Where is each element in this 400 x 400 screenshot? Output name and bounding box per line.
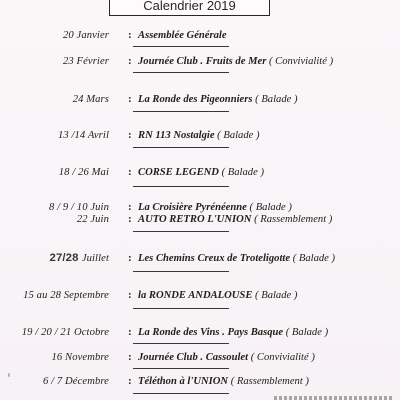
event-kind: ( Balade ) [217,130,260,141]
event-kind: ( Balade ) [292,253,336,264]
event-kind: ( Rassemblement ) [230,376,309,387]
event-name: la RONDE ANDALOUSE [138,290,253,301]
event-underline [133,46,229,47]
event-date: 23 Février [62,56,109,67]
event-colon: : [128,252,132,264]
event-description [138,202,292,213]
event-name: La Ronde des Pigeonniers [138,94,253,105]
event-date: 19 / 20 / 21 Octobre [21,327,109,338]
event-date: 16 Novembre [51,352,109,363]
event-name: CORSE LEGEND [138,167,219,178]
event-name: AUTO RETRO L'UNION [138,214,252,225]
event-colon: : [128,29,132,41]
event-underline [133,343,229,344]
event-kind: ( Convivialité ) [250,352,315,363]
event-kind: ( Balade ) [285,327,329,338]
event-date: 8 / 9 / 10 Juin [48,202,109,213]
event-description [138,167,264,178]
event-underline [133,72,229,73]
event-kind: ( Balade ) [255,290,298,301]
event-name: Les Chemins Creux de Troteligotte [138,253,291,264]
event-colon: : [128,375,132,387]
event-underline [133,186,229,187]
event-date: 6 / 7 Décembre [42,376,109,387]
event-colon: : [128,55,132,67]
event-kind: ( Balade ) [221,167,264,178]
event-underline [133,393,229,394]
event-colon: : [128,93,132,105]
calendar-title: Calendrier 2019 [109,0,270,16]
event-kind: ( Balade ) [255,94,298,105]
event-colon: : [128,326,132,338]
event-description [138,214,332,225]
event-kind: ( Rassemblement ) [254,214,333,225]
event-kind: ( Balade ) [249,202,292,213]
event-underline [133,231,229,232]
event-date: 13 /14 Avril [57,130,109,141]
event-date [50,252,109,264]
event-description [138,56,333,67]
event-date-handwritten: 27/28 [49,252,79,264]
event-date: 24 Mars [72,94,109,105]
event-underline [133,147,229,148]
event-name: Assemblée Générale [138,30,227,41]
event-description [138,290,297,301]
event-colon: : [128,166,132,178]
event-date: 15 au 28 Septembre [23,290,109,301]
event-description [138,376,309,387]
event-description [138,352,315,363]
event-name: La Croisière Pyrénéenne [138,202,247,213]
event-date: 20 Janvier [62,30,109,41]
event-date: 18 / 26 Mai [58,167,109,178]
event-underline [133,368,229,369]
event-underline [133,111,229,112]
event-description [138,253,335,264]
event-name: Téléthon à l'UNION [138,376,229,387]
event-description [138,327,328,338]
event-date-month: Juillet [81,253,109,264]
event-colon: : [128,351,132,363]
event-underline [133,271,229,272]
event-description [138,30,227,41]
event-colon: : [128,201,132,213]
event-colon: : [128,289,132,301]
event-colon: : [128,213,132,225]
event-name: La Ronde des Vins . Pays Basque [138,327,284,338]
event-name: RN 113 Nostalgie [138,130,215,141]
margin-mark [8,373,10,377]
event-description [138,130,260,141]
event-underline [133,308,229,309]
cut-off-text-fragment [274,396,394,400]
event-name: Journée Club . Cassoulet [138,352,249,363]
event-description [138,94,298,105]
event-kind: ( Convivialité ) [268,56,334,67]
event-date: 22 Juin [76,214,109,225]
event-colon: : [128,129,132,141]
event-name: Journée Club . Fruits de Mer [138,56,267,67]
